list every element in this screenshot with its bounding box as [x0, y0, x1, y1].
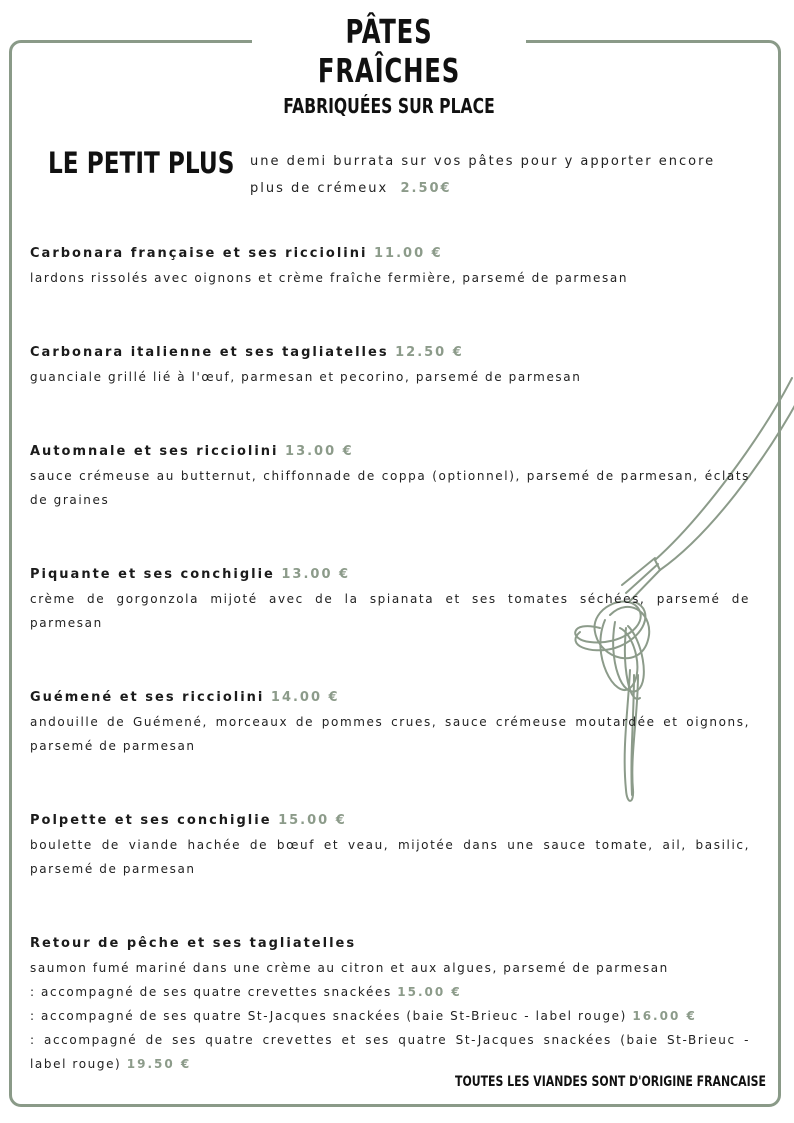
item-description: lardons rissolés avec oignons et crème fraîche fermière, parsemé de parmesan — [30, 271, 629, 285]
menu-item-piquante — [30, 563, 750, 635]
item-description: andouille de Guémené, morceaux de pommes crues, sauce crémeuse moutardée et oignons, parsemé de parmesan — [30, 715, 750, 753]
menu-item-polpette — [30, 809, 750, 881]
option-price: 15.00 € — [397, 985, 462, 999]
petit-plus-price: 2.50€ — [400, 181, 452, 196]
item-name: Polpette et ses conchiglie — [30, 813, 272, 828]
item-title — [30, 440, 750, 464]
item-name: Carbonara italienne et ses tagliatelles — [30, 345, 389, 360]
item-price: 13.00 € — [281, 567, 351, 582]
item-price: 12.50 € — [395, 345, 464, 360]
footer-note: TOUTES LES VIANDES SONT D'ORIGINE FRANCAISE — [455, 1074, 767, 1090]
option-text: : accompagné de ses quatre crevettes snackées — [30, 985, 392, 999]
page-subtitle: FABRIQUÉES SUR PLACE — [283, 94, 495, 118]
item-title — [30, 563, 750, 587]
petit-plus-text — [250, 148, 750, 202]
item-price: 11.00 € — [374, 246, 443, 261]
item-price: 13.00 € — [285, 444, 354, 459]
item-name: Retour de pêche et ses tagliatelles — [30, 936, 357, 951]
item-description: boulette de viande hachée de bœuf et veau, mijotée dans une sauce tomate, ail, basilic, parsemé de parmesan — [30, 838, 750, 876]
item-title — [30, 341, 750, 365]
item-description: guanciale grillé lié à l'œuf, parmesan et pecorino, parsemé de parmesan — [30, 370, 582, 384]
item-price: 14.00 € — [270, 690, 340, 705]
item-title — [30, 686, 750, 710]
item-option — [30, 1004, 750, 1028]
item-name: Piquante et ses conchiglie — [30, 567, 275, 582]
item-name: Carbonara française et ses ricciolini — [30, 246, 368, 261]
item-price: 15.00 € — [278, 813, 347, 828]
item-title — [30, 809, 750, 833]
header — [252, 6, 526, 118]
item-name: Automnale et ses ricciolini — [30, 444, 279, 459]
menu-item-guemene — [30, 686, 750, 758]
item-description: sauce crémeuse au butternut, chiffonnade de coppa (optionnel), parsemé de parmesan, éclats de graines — [30, 469, 750, 507]
item-option — [30, 1028, 750, 1076]
item-description: saumon fumé mariné dans une crème au citron et aux algues, parsemé de parmesan — [30, 961, 669, 975]
menu-item-automnale — [30, 440, 750, 512]
option-text: : accompagné de ses quatre St-Jacques snackées (baie St-Brieuc - label rouge) — [30, 1009, 627, 1023]
menu-item-carbonara-francaise — [30, 242, 750, 290]
item-description: crème de gorgonzola mijoté avec de la spianata et ses tomates séchées, parsemé de parmesan — [30, 592, 750, 630]
item-option — [30, 980, 750, 1004]
petit-plus-title: LE PETIT PLUS — [48, 146, 235, 180]
petit-plus-description: une demi burrata sur vos pâtes pour y apporter encore plus de crémeux — [250, 154, 716, 196]
item-title — [30, 242, 750, 266]
page-title: PÂTES FRAÎCHES — [317, 12, 461, 90]
option-price: 16.00 € — [632, 1009, 697, 1023]
menu-item-retour-de-peche — [30, 932, 750, 1076]
menu-item-carbonara-italienne — [30, 341, 750, 389]
item-name: Guémené et ses ricciolini — [30, 690, 265, 705]
option-price: 19.50 € — [126, 1057, 192, 1071]
option-text: : accompagné de ses quatre crevettes et ses quatre St-Jacques snackées (baie St-Brieuc - label rouge) — [30, 1033, 750, 1071]
